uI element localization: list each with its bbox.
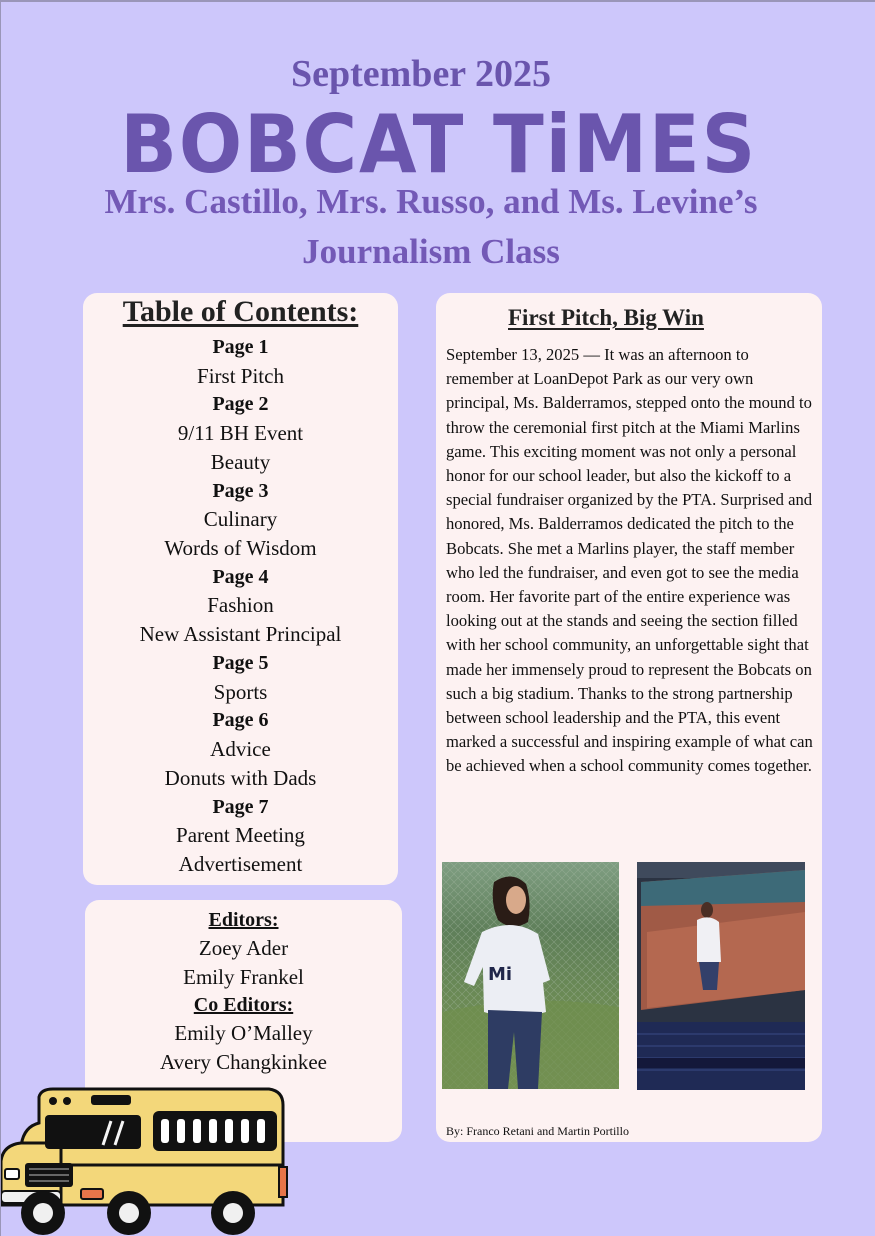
toc-page-heading: Page 5 — [212, 651, 269, 674]
toc-page-heading: Page 1 — [212, 336, 269, 358]
co-editors-label: Co Editors: — [193, 994, 294, 1016]
toc-item: Sports — [213, 679, 268, 704]
co-editor-name: Emily O’Malley — [174, 1021, 313, 1045]
masthead-title: BOBCAT TiMES — [120, 98, 758, 191]
stadium-screen-photo — [637, 862, 805, 1090]
article-title: First Pitch, Big Win — [508, 305, 704, 330]
school-bus-illustration — [1, 1087, 301, 1236]
toc-page-heading: Page 2 — [212, 393, 269, 416]
toc-page-heading: Page 3 — [212, 479, 269, 502]
article-first-pitch — [436, 293, 822, 1142]
co-editor-name: Avery Changkinkee — [160, 1049, 327, 1074]
toc-item: Parent Meeting — [176, 823, 305, 848]
toc-page-heading: Page 4 — [212, 565, 269, 588]
toc-item: Donuts with Dads — [164, 765, 317, 790]
toc-item: 9/11 BH Event — [177, 420, 304, 445]
issue-date: September 2025 — [291, 53, 551, 95]
article-body: September 13, 2025 — It was an afternoon to remember at LoanDepot Park as our very own principal, Ms. Balderramos, stepped onto the mound to throw the ceremonial first pitch at the Miami Marlins game. This exciting moment was not only a personal honor for our school leader, but also the kickoff to a special fundraiser organized by the PTA. Surprised and honored, Ms. Balderramos dedicated the pitch to the Bobcats. She met a Marlins player, the staff member who led the fundraiser, and even got to see the media room. Her favorite part of the entire experience was looking out at the stands and seeing the section filled with her school community, an unforgettable sight that made her immensely proud to represent the Bobcats on such a big stadium. Thanks to the strong partnership between school leadership and the PTA, this event marked a successful and inspiring example of what can be achieved when a school community comes together. — [446, 345, 813, 776]
jersey-text: Mi — [488, 964, 513, 985]
toc-item: First Pitch — [197, 363, 284, 388]
editors-label: Editors: — [208, 909, 279, 931]
article-byline: By: Franco Retani and Martin Portillo — [446, 1124, 629, 1138]
editor-name: Zoey Ader — [198, 936, 289, 960]
toc-page-heading: Page 6 — [212, 709, 269, 732]
toc-list — [83, 333, 398, 879]
toc-title: Table of Contents: — [122, 295, 359, 328]
principal-pitch-photo — [442, 862, 619, 1089]
toc-item: Beauty — [210, 449, 271, 474]
toc-item: New Assistant Principal — [139, 622, 342, 647]
table-of-contents — [83, 293, 398, 885]
editor-name: Emily Frankel — [183, 964, 304, 989]
toc-item: Advertisement — [178, 851, 303, 876]
toc-page-heading: Page 7 — [212, 795, 269, 818]
toc-item: Words of Wisdom — [164, 535, 317, 560]
class-name: Journalism Class — [302, 232, 560, 271]
toc-item: Advice — [210, 736, 271, 761]
toc-item: Fashion — [207, 593, 274, 618]
class-teachers: Mrs. Castillo, Mrs. Russo, and Ms. Levine’s — [104, 182, 758, 221]
toc-item: Culinary — [203, 507, 278, 532]
